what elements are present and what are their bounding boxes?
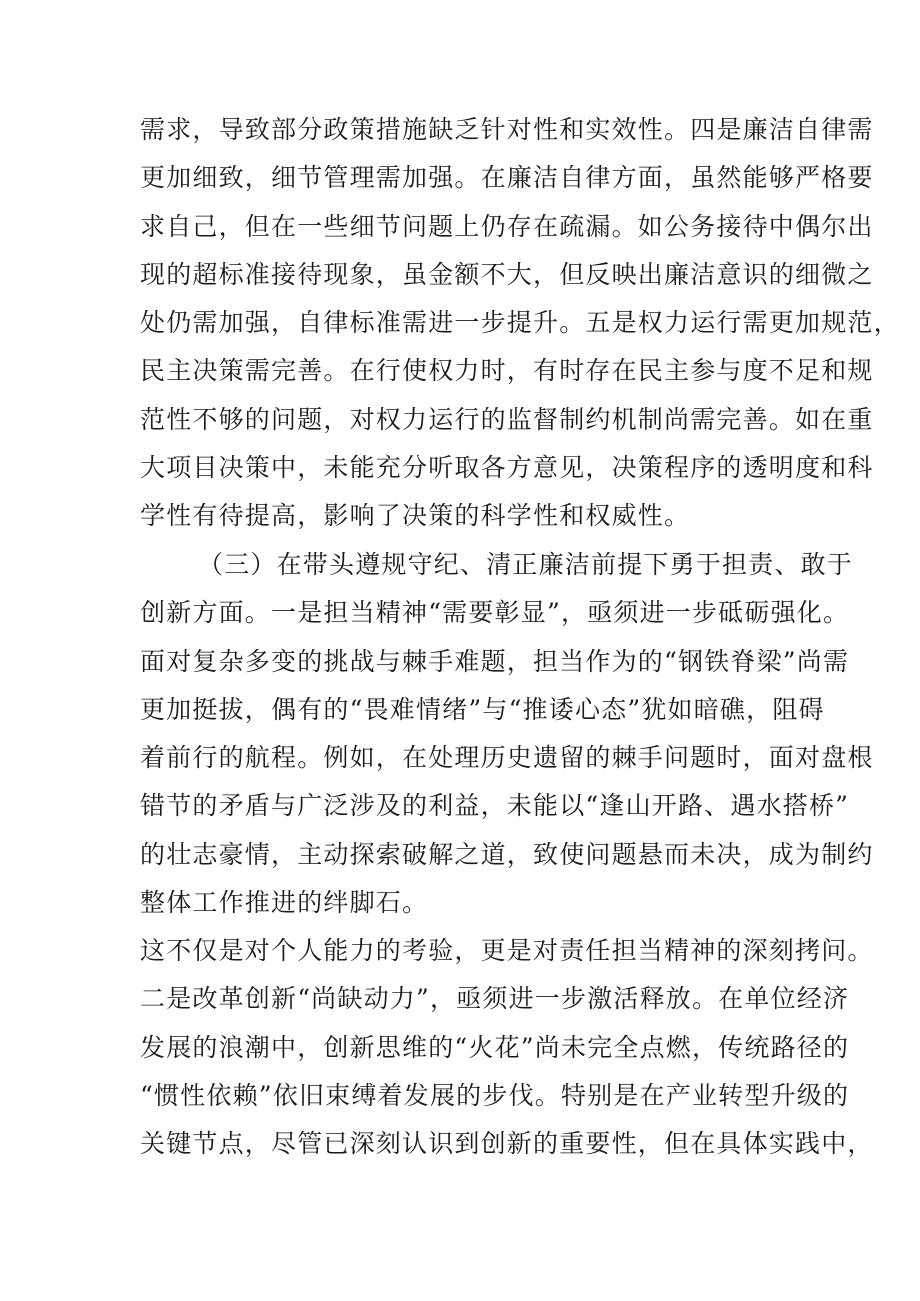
text-line: 更加细致，细节管理需加强。在廉洁自律方面，虽然能够严格要 <box>140 163 874 193</box>
text-line: 的壮志豪情，主动探索破解之道，致使问题悬而未决，成为制约 <box>140 839 874 869</box>
text-line: 整体工作推进的绊脚石。 <box>140 888 429 918</box>
paragraph-reform <box>140 927 874 1168</box>
text-line: 创新方面。一是担当精神“需要彰显”，亟须进一步砥砺强化。 <box>140 598 850 628</box>
text-line: 面对复杂多变的挑战与棘手难题，担当作为的“钢铁脊梁”尚需 <box>140 646 850 676</box>
text-line: 更加挺拔，偶有的“畏难情绪”与“推诿心态”犹如暗礁，阻碍 <box>140 694 825 724</box>
text-line: 求自己，但在一些细节问题上仍存在疏漏。如公务接待中偶尔出 <box>140 211 874 241</box>
paragraph-continuation <box>140 106 900 541</box>
text-line: 范性不够的问题，对权力运行的监督制约机制尚需完善。如在重 <box>140 404 874 434</box>
text-line: 二是改革创新“尚缺动力”，亟须进一步激活释放。在单位经济 <box>140 984 850 1014</box>
section-three-paragraph <box>140 541 874 927</box>
text-line: 错节的矛盾与广泛涉及的利益，未能以“逢山开路、遇水搭桥” <box>140 791 850 821</box>
text-line: 这不仅是对个人能力的考验，更是对责任担当精神的深刻拷问。 <box>140 936 874 965</box>
text-line: 发展的浪潮中，创新思维的“火花”尚未完全点燃，传统路径的 <box>140 1032 850 1062</box>
text-line: 需求，导致部分政策措施缺乏针对性和实效性。四是廉洁自律需 <box>140 115 874 144</box>
text-line: 学性有待提高，影响了决策的科学性和权威性。 <box>140 501 691 531</box>
text-line: 民主决策需完善。在行使权力时，有时存在民主参与度不足和规 <box>140 356 874 386</box>
text-line: 关键节点，尽管已深刻认识到创新的重要性，但在具体实践中， <box>140 1129 874 1159</box>
text-line: 现的超标准接待现象，虽金额不大，但反映出廉洁意识的细微之 <box>140 259 874 289</box>
text-line: “惯性依赖”依旧束缚着发展的步伐。特别是在产业转型升级的 <box>140 1080 850 1110</box>
text-line: 大项目决策中，未能充分听取各方意见，决策程序的透明度和科 <box>140 453 874 483</box>
section-heading-line: （三）在带头遵规守纪、清正廉洁前提下勇于担责、敢于 <box>198 550 854 579</box>
text-line: 处仍需加强，自律标准需进一步提升。五是权力运行需更加规范， <box>140 308 900 338</box>
text-line: 着前行的航程。例如，在处理历史遗留的棘手问题时，面对盘根 <box>140 743 874 773</box>
